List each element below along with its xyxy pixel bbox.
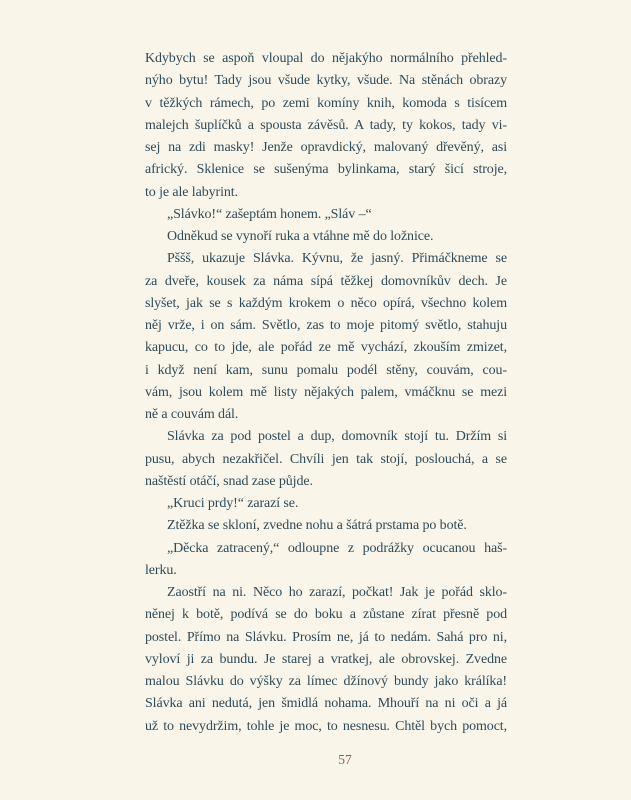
text-line: pusu, abych nezakřičel. Chvíli jen tak stojí, poslouchá, a se <box>145 451 507 467</box>
text-line: slyšet, jak se s každým krokem o něco opírá, všechno kolem <box>145 295 507 311</box>
text-line: postel. Přímo na Slávku. Prosím ne, já to nedám. Sahá pro ni, <box>145 629 507 645</box>
text-line: „Slávko!“ zašeptám honem. „Sláv –“ <box>167 206 372 222</box>
text-line: naštěstí otáčí, snad zase půjde. <box>145 473 313 489</box>
text-line: malejch šuplíčků a spousta závěsů. A tady, ty kokos, tady vi- <box>145 117 507 133</box>
page-number: 57 <box>338 752 352 767</box>
text-line: „Kruci prdy!“ zarazí se. <box>167 496 299 511</box>
text-line: v těžkých rámech, po zemi komíny knih, komoda s tisícem <box>145 95 507 111</box>
text-line: to je ale labyrint. <box>145 184 238 200</box>
text-line: africký. Sklenice se sušenýma bylinkama, starý šicí stroje, <box>145 162 507 178</box>
text-line: kapucu, co to jde, ale pořád ze mě vychází, zkouším zmizet, <box>145 340 507 356</box>
text-line: Zaostří na ni. Něco ho zarazí, počkat! Jak je pořád sklo- <box>167 585 507 600</box>
text-line: něj vrže, i on sám. Světlo, zas to moje pitomý světlo, stahuju <box>145 318 507 333</box>
text-line: vyloví ji za bundu. Je starej a vratkej, ale obrovskej. Zvedne <box>145 651 507 667</box>
text-line: nýho bytu! Tady jsou všude kytky, všude. Na stěnách obrazy <box>145 73 507 89</box>
text-line: vám, jsou kolem mě listy nějakých palem, vmáčknu se mezi <box>145 384 507 400</box>
text-line: za dveře, kousek za náma sípá těžkej domovníkův dech. Je <box>145 273 507 289</box>
text-line: ně a couvám dál. <box>145 407 239 422</box>
text-line: „Děcka zatracený,“ odloupne z podrážky ocucanou haš- <box>167 540 507 556</box>
text-line: Pššš, ukazuje Slávka. Kývnu, že jasný. Přimáčkneme se <box>167 251 507 267</box>
text-line: už to nevydržim, tohle je moc, to nesnesu. Chtěl bych pomoct, <box>145 718 507 734</box>
text-line: Slávka za pod postel a dup, domovník stojí tu. Držím si <box>167 429 507 445</box>
text-line: lerku. <box>145 562 177 578</box>
text-line: Ztěžka se skloní, zvedne nohu a šátrá prstama po botě. <box>167 518 467 534</box>
text-line: něnej k botě, podívá se do boku a zůstane zírat přesně pod <box>145 607 507 623</box>
text-line: sej na zdi masky! Jenže opravdický, malovaný dřevěný, asi <box>145 140 507 155</box>
text-lines <box>145 48 507 738</box>
text-line: Kdybych se aspoň vloupal do nějakýho normálního přehled- <box>145 51 507 66</box>
text-line: Odněkud se vynoří ruka a vtáhne mě do ložnice. <box>167 229 434 244</box>
text-line: Slávka ani nedutá, jen šmidlá nohama. Mhouří na ni oči a já <box>145 696 507 712</box>
text-line: i když není kam, sunu pomalu podél stěny, couvám, cou- <box>145 362 507 378</box>
text-line: malou Slávku do výšky za límec džínový bundy jako králíka! <box>145 674 507 689</box>
